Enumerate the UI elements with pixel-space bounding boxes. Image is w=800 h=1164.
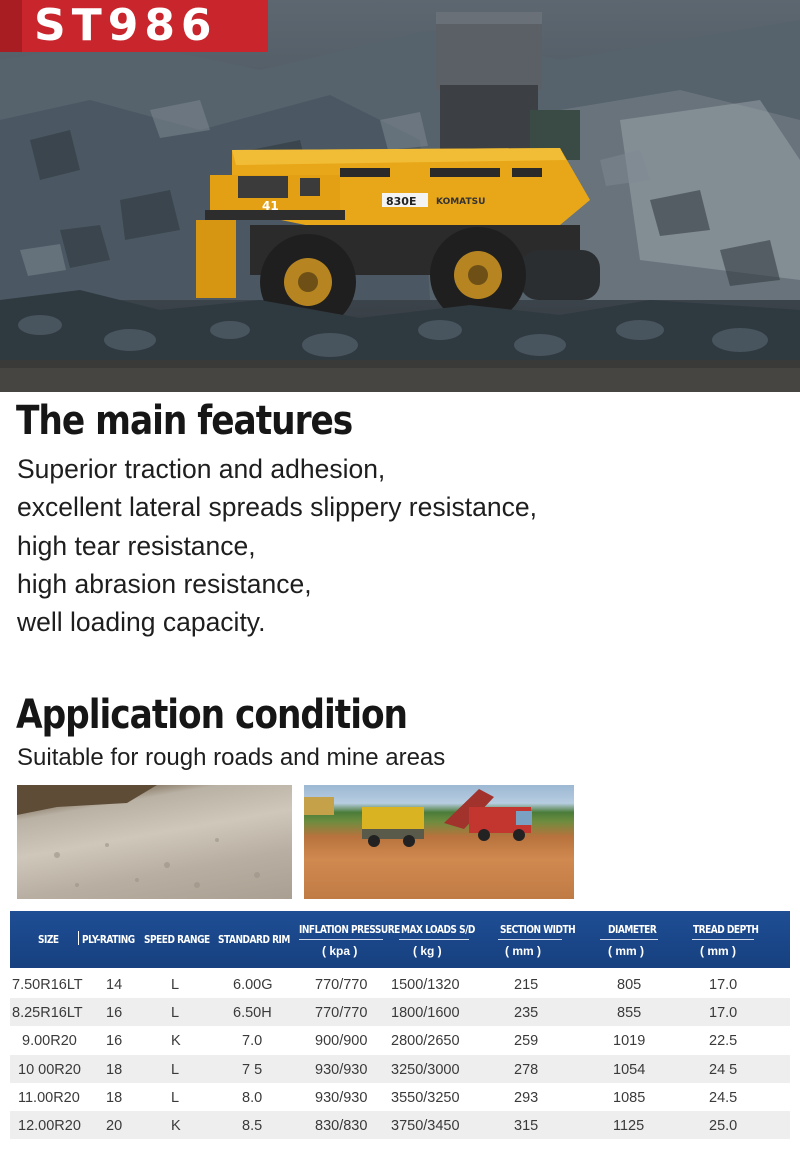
table-row — [10, 1083, 790, 1111]
cell-diameter: 855 — [617, 1005, 642, 1022]
product-code-badge — [0, 0, 268, 52]
header-size: SIZE — [38, 933, 59, 946]
header-max-loads: MAX LOADS S/D — [401, 923, 475, 936]
truck-brand-label: KOMATSU — [436, 197, 486, 207]
header-width-unit: ( mm ) — [505, 944, 541, 958]
cell-width: 278 — [514, 1061, 539, 1078]
cell-tread: 22.5 — [709, 1033, 738, 1050]
cell-speed: L — [171, 977, 180, 993]
cell-ply: 18 — [106, 1089, 123, 1106]
cell-diameter: 805 — [617, 977, 642, 993]
cell-rim: 8.0 — [242, 1089, 263, 1106]
mine-site-photo — [304, 785, 574, 899]
cell-tread: 24 5 — [709, 1061, 738, 1078]
header-load-unit: ( kg ) — [413, 944, 442, 958]
cell-tread: 17.0 — [709, 977, 738, 993]
cell-speed: L — [171, 1061, 180, 1078]
table-row — [10, 970, 790, 998]
header-diameter-unit: ( mm ) — [608, 944, 644, 958]
cell-ply: 16 — [106, 1005, 123, 1022]
cell-rim: 6.50H — [233, 1005, 272, 1022]
cell-width: 235 — [514, 1005, 539, 1022]
rough-road-photo — [17, 785, 292, 899]
cell-diameter: 1125 — [613, 1117, 645, 1134]
cell-size: 11.00R20 — [18, 1089, 80, 1106]
features-list — [17, 450, 537, 641]
feature-line: Superior traction and adhesion, — [17, 454, 386, 484]
header-underline — [498, 939, 562, 940]
header-section-width: SECTION WIDTH — [500, 923, 576, 936]
cell-width: 215 — [514, 977, 539, 993]
cell-width: 293 — [514, 1089, 539, 1106]
feature-line: excellent lateral spreads slippery resistance, — [17, 492, 537, 523]
header-speed-range: SPEED RANGE — [144, 933, 210, 946]
cell-speed: K — [171, 1033, 181, 1050]
cell-load: 2800/2650 — [391, 1033, 460, 1050]
cell-inflation: 930/930 — [315, 1089, 368, 1106]
cell-rim: 7 5 — [242, 1061, 263, 1078]
cell-diameter: 1054 — [613, 1061, 646, 1078]
features-title: The main features — [16, 398, 353, 444]
cell-load: 3250/3000 — [391, 1061, 460, 1078]
cell-inflation: 930/930 — [315, 1061, 368, 1078]
cell-ply: 20 — [106, 1117, 123, 1134]
header-ply-rating: PLY-RATING — [82, 933, 135, 946]
cell-diameter: 1019 — [613, 1033, 646, 1050]
header-underline — [399, 939, 469, 940]
cell-tread: 17.0 — [709, 1005, 738, 1022]
truck-number-label: 41 — [262, 199, 279, 213]
cell-ply: 18 — [106, 1061, 123, 1078]
cell-ply: 14 — [106, 977, 123, 993]
cell-load: 3550/3250 — [391, 1089, 460, 1106]
cell-inflation: 830/830 — [315, 1117, 368, 1134]
header-inflation-pressure: INFLATION PRESSURE — [299, 923, 400, 936]
cell-ply: 16 — [106, 1033, 123, 1050]
header-underline — [299, 939, 383, 940]
table-row — [10, 1026, 790, 1054]
feature-line: high abrasion resistance, — [17, 568, 312, 599]
cell-load: 3750/3450 — [391, 1117, 460, 1134]
badge-accent — [0, 0, 22, 52]
header-tread-depth: TREAD DEPTH — [693, 923, 759, 936]
table-row — [10, 998, 790, 1026]
cell-size: 12.00R20 — [18, 1117, 81, 1134]
cell-inflation: 770/770 — [315, 977, 368, 993]
product-code: ST986 — [34, 0, 218, 51]
table-body — [10, 970, 790, 1139]
cell-load: 1500/1320 — [391, 977, 460, 993]
cell-tread: 25.0 — [709, 1117, 738, 1134]
cell-rim: 7.0 — [242, 1033, 263, 1050]
header-standard-rim: STANDARD RIM — [218, 933, 290, 946]
cell-speed: K — [171, 1117, 181, 1134]
truck-model-label: 830E — [386, 195, 417, 208]
cell-rim: 8.5 — [242, 1117, 263, 1134]
header-underline — [692, 939, 754, 940]
cell-size: 9.00R20 — [22, 1033, 77, 1050]
mine-site-illustration — [304, 785, 574, 899]
cell-width: 315 — [514, 1117, 539, 1134]
cell-speed: L — [171, 1005, 180, 1022]
application-description: Suitable for rough roads and mine areas — [17, 744, 446, 771]
cell-inflation: 770/770 — [315, 1005, 368, 1022]
header-divider — [78, 931, 79, 945]
table-row — [10, 1055, 790, 1083]
cell-size: 10 00R20 — [18, 1061, 81, 1078]
table-header — [10, 911, 790, 968]
cell-speed: L — [171, 1089, 180, 1106]
mining-truck-illustration — [0, 0, 800, 392]
application-title: Application condition — [16, 692, 408, 738]
header-diameter: DIAMETER — [608, 923, 657, 936]
header-inflation-unit: ( kpa ) — [322, 944, 358, 958]
cell-load: 1800/1600 — [391, 1005, 460, 1022]
cell-tread: 24.5 — [709, 1089, 738, 1106]
hero-image — [0, 0, 800, 392]
header-underline — [600, 939, 658, 940]
cell-rim: 6.00G — [233, 977, 273, 993]
cell-inflation: 900/900 — [315, 1033, 368, 1050]
cell-size: 8.25R16LT — [12, 1005, 83, 1022]
table-row — [10, 1111, 790, 1139]
cell-width: 259 — [514, 1033, 539, 1050]
cell-diameter: 1085 — [613, 1089, 646, 1106]
header-tread-unit: ( mm ) — [700, 944, 736, 958]
feature-line: high tear resistance, — [17, 530, 256, 561]
rough-road-illustration — [17, 785, 292, 899]
feature-line: well loading capacity. — [17, 607, 266, 638]
cell-size: 7.50R16LT — [12, 977, 83, 993]
